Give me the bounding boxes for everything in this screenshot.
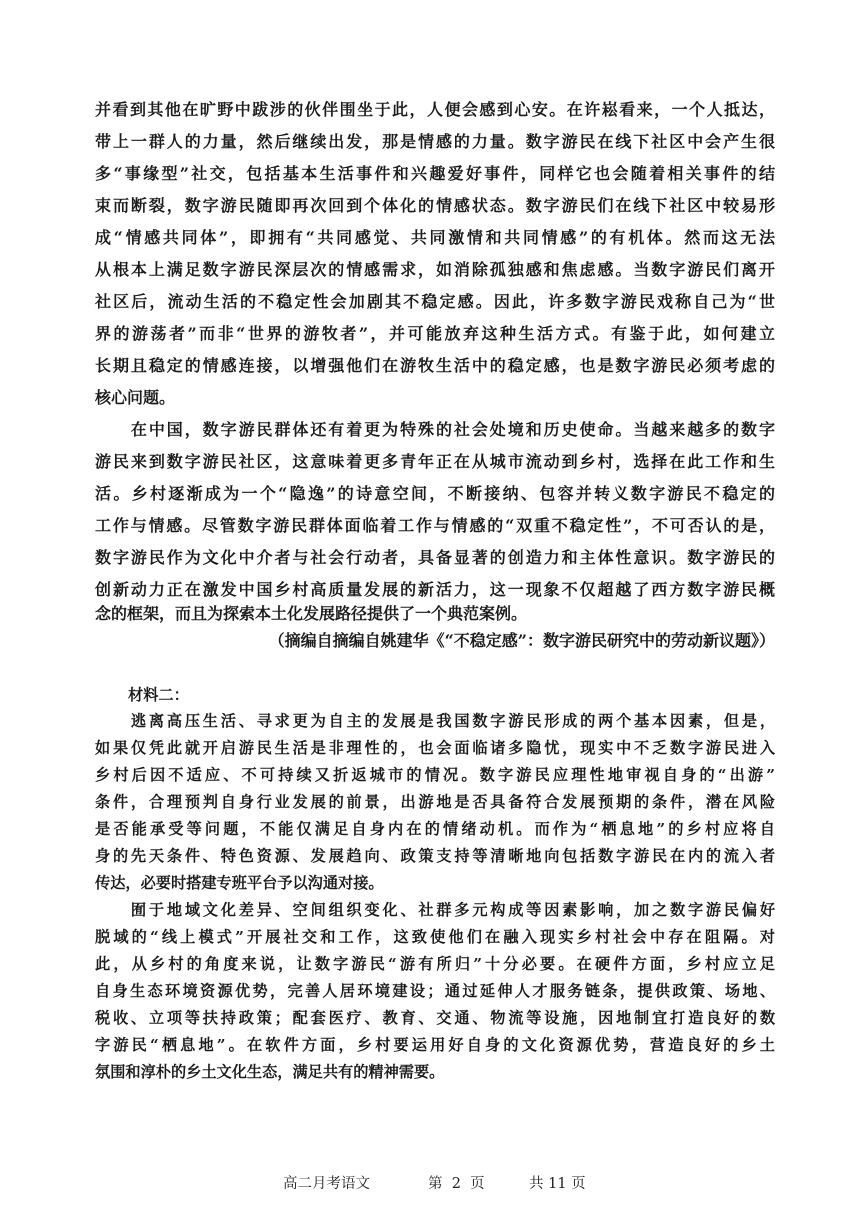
paragraph-line: 念的框架，而且为探索本土化发展路径提供了一个典范案例。 (95, 604, 528, 623)
paragraph-line: 身的先天条件、特色资源、发展趋向、政策支持等清晰地向包括数字游民在内的流入者 (95, 847, 775, 865)
paragraph-line: 长期且稳定的情感连接，以增强他们在游牧生活中的稳定感，也是数字游民必须考虑的 (95, 356, 775, 375)
paragraph-line: 从根本上满足数字游民深层次的情感需求，如消除孤独感和焦虑感。当数字游民们离开 (95, 260, 775, 279)
paragraph-line: 核心问题。 (95, 388, 176, 407)
paragraph-line: 乡村后因不适应、不可持续又折返城市的情况。数字游民应理性地审视自身的“出游” (95, 766, 775, 784)
footer-total-pages: 共 11 页 (529, 1176, 586, 1192)
paragraph-line: 在中国，数字游民群体还有着更为特殊的社会处境和历史使命。当越来越多的数字 (95, 420, 775, 439)
source-citation: （摘编自摘编自姚建华《“不稳定感”：数字游民研究中的劳动新议题》） (268, 631, 775, 650)
paragraph-line: 如果仅凭此就开启游民生活是非理性的，也会面临诸多隐忧，现实中不乏数字游民进入 (95, 739, 775, 757)
paragraph-line: 束而断裂，数字游民随即再次回到个体化的情感状态。数字游民们在线下社区中较易形 (95, 196, 775, 215)
paragraph-line: 社区后，流动生活的不稳定性会加剧其不稳定感。因此，许多数字游民戏称自己为“世 (95, 292, 775, 311)
paragraph-line: 多“事缘型”社交，包括基本生活事件和兴趣爱好事件，同样它也会随着相关事件的结 (95, 164, 775, 183)
paragraph-line: 活。乡村逐渐成为一个“隐逸”的诗意空间，不断接纳、包容并转义数字游民不稳定的 (95, 484, 775, 503)
paragraph-line: 氛围和淳朴的乡土文化生态，满足共有的精神需要。 (95, 1063, 445, 1081)
paragraph-line: 游民来到数字游民社区，这意味着更多青年正在从城市流动到乡村，选择在此工作和生 (95, 452, 775, 471)
paragraph-line: 工作与情感。尽管数字游民群体面临着工作与情感的“双重不稳定性”，不可否认的是， (95, 516, 775, 535)
paragraph-line: 成“情感共同体”，即拥有“共同感觉、共同激情和共同情感”的有机体。然而这无法 (95, 228, 775, 247)
paragraph-line: 带上一群人的力量，然后继续出发，那是情感的力量。数字游民在线下社区中会产生很 (95, 132, 775, 151)
paragraph-line: 脱域的“线上模式”开展社交和工作，这致使他们在融入现实乡村社会中存在阻隔。对 (95, 928, 775, 946)
paragraph-line: 条件，合理预判自身行业发展的前景，出游地是否具备符合发展预期的条件，潜在风险 (95, 793, 775, 811)
paragraph-line: 囿于地域文化差异、空间组织变化、社群多元构成等因素影响，加之数字游民偏好 (95, 901, 775, 919)
paragraph-line: 传达，必要时搭建专班平台予以沟通对接。 (95, 874, 384, 892)
paragraph-line: 字游民“栖息地”。在软件方面，乡村要运用好自身的文化资源优势，营造良好的乡土 (95, 1036, 775, 1054)
paragraph-line: 创新动力正在激发中国乡村高质量发展的新活力，这一现象不仅超越了西方数字游民概 (95, 580, 775, 599)
paragraph-line: 此，从乡村的角度来说，让数字游民“游有所归”十分必要。在硬件方面，乡村应立足 (95, 955, 775, 973)
footer-page-number: 第 2 页 (428, 1176, 485, 1192)
paragraph-line: 逃离高压生活、寻求更为自主的发展是我国数字游民形成的两个基本因素，但是， (95, 712, 775, 730)
paragraph-line: 是否能承受等问题，不能仅满足自身内在的情绪动机。而作为“栖息地”的乡村应将自 (95, 820, 775, 838)
footer-subject: 高二月考语文 (283, 1176, 370, 1192)
paragraph-line: 自身生态环境资源优势，完善人居环境建设；通过延伸人才服务链条，提供政策、场地、 (95, 982, 775, 1000)
paragraph-line: 并看到其他在旷野中跋涉的伙伴围坐于此，人便会感到心安。在许崧看来，一个人抵达， (95, 100, 775, 119)
section-heading: 材料二： (128, 686, 189, 704)
paragraph-line: 数字游民作为文化中介者与社会行动者，具备显著的创造力和主体性意识。数字游民的 (95, 548, 775, 567)
paragraph-line: 界的游荡者”而非“世界的游牧者”，并可能放弃这种生活方式。有鉴于此，如何建立 (95, 324, 775, 343)
paragraph-line: 税收、立项等扶持政策；配套医疗、教育、交通、物流等设施，因地制宜打造良好的数 (95, 1009, 775, 1027)
